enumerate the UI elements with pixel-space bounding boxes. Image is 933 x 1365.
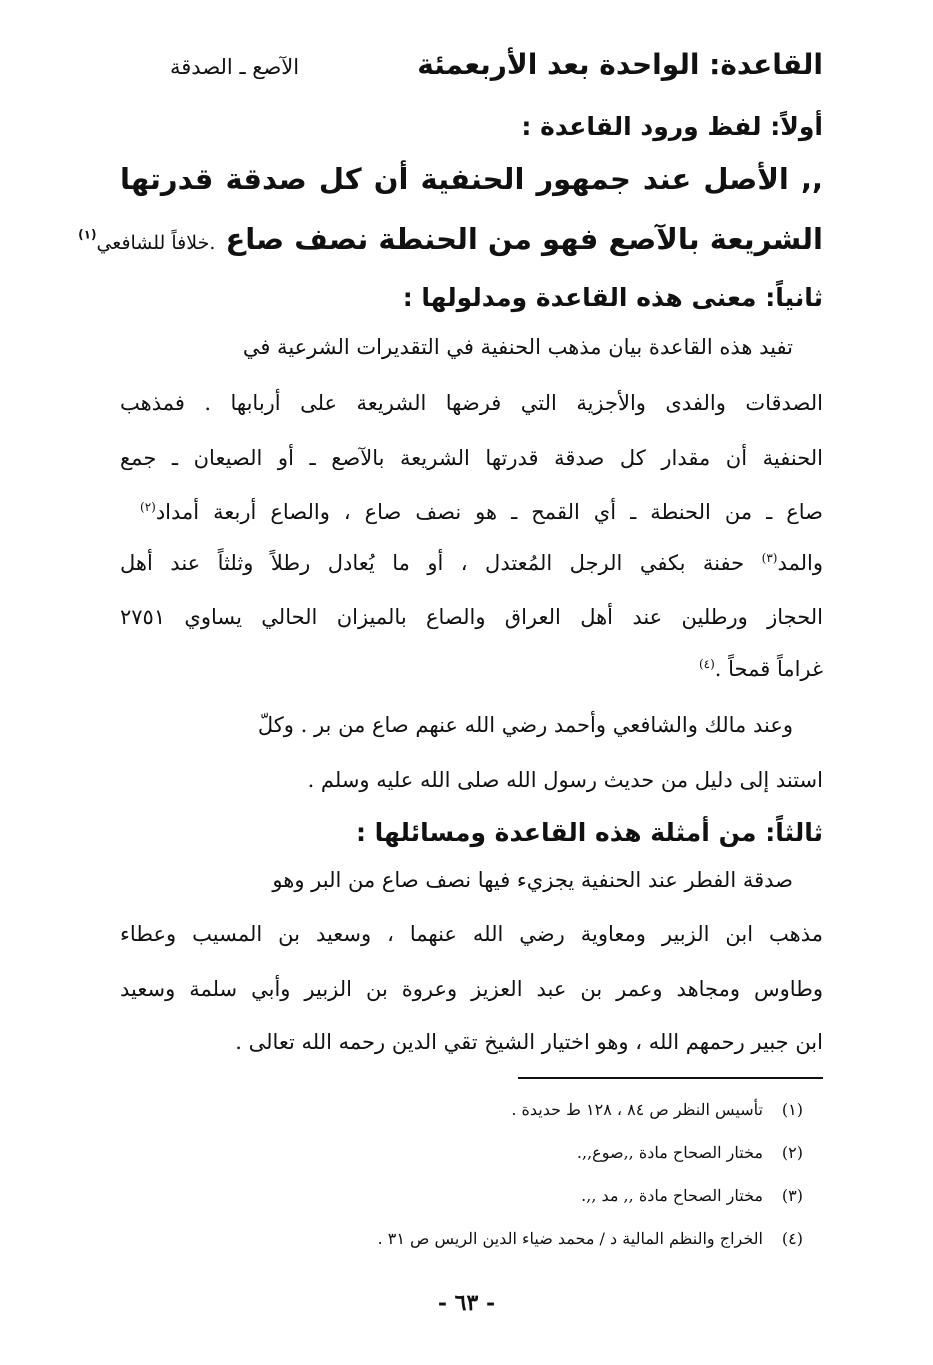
section2-line-rest: حفنة بكفي الرجل المُعتدل ، أو ما يُعادل رطلاً وثلثاً عند أهل (120, 551, 762, 575)
section2-line: الحجاز ورطلين عند أهل العراق والصاع بالميزان الحالي يساوي ٢٧٥١ (120, 605, 823, 629)
section1-heading: أولاً: لفظ ورود القاعدة : (521, 112, 823, 141)
footnote-ref-2: (٢) (140, 500, 156, 514)
footnote-number: (١) (781, 1100, 803, 1119)
page-number: - ٦٣ - (437, 1290, 496, 1316)
section3-line: ابن جبير رحمهم الله ، وهو اختيار الشيخ تقي الدين رحمه الله تعالى . (235, 1030, 823, 1054)
section2-line (140, 500, 823, 524)
footnote-separator (518, 1077, 823, 1079)
rule-quote-text: الشريعة بالآصع فهو من الحنطة نصف صاع (225, 222, 823, 256)
footnote (378, 1229, 803, 1248)
section2-line (699, 657, 823, 681)
page-header-title: القاعدة: الواحدة بعد الأربعمئة (417, 48, 823, 81)
section3-line: مذهب ابن الزبير ومعاوية رضي الله عنهما ، وسعيد بن المسيب وعطاء (120, 922, 823, 946)
footnote-number: (٣) (781, 1186, 803, 1205)
section2-line-lead-word: والمد (777, 551, 823, 575)
rule-quote-line-1: ,, الأصل عند جمهور الحنفية أن كل صدقة قدرتها (120, 162, 823, 196)
section2-line: الصدقات والفدى والأجزية التي فرضها الشريعة على أربابها . فمذهب (120, 391, 823, 415)
footnote-text: مختار الصحاح مادة ,, مد ,,. (581, 1186, 763, 1205)
footnote (581, 1186, 803, 1205)
footnote (577, 1143, 803, 1162)
footnote-number: (٢) (781, 1143, 803, 1162)
footnote-text: تأسيس النظر ص ٨٤ ، ١٢٨ ط حديدة . (511, 1100, 763, 1119)
footnote-ref-1: (١) (78, 227, 97, 242)
page-header-topic: الآصع ـ الصدقة (170, 55, 300, 79)
section2-line: تفيد هذه القاعدة بيان مذهب الحنفية في التقديرات الشرعية في (242, 335, 793, 359)
section2-line: وعند مالك والشافعي وأحمد رضي الله عنهم صاع من بر . وكلّ (257, 713, 793, 737)
section3-line: وطاوس ومجاهد وعمر بن عبد العزيز وعروة بن الزبير وأبي سلمة وسعيد (120, 977, 823, 1001)
section2-heading: ثانياً: معنى هذه القاعدة ومدلولها : (402, 283, 823, 312)
section2-line-text: صاع ـ من الحنطة ـ أي القمح ـ هو نصف صاع ، والصاع أربعة أمداد (155, 500, 823, 524)
footnote-text: الخراج والنظم المالية د / محمد ضياء الدين الريس ص ٣١ . (377, 1229, 763, 1248)
footnote (511, 1100, 803, 1119)
section2-line: الحنفية أن مقدار كل صدقة قدرتها الشريعة بالآصع ـ أو الصيعان ـ جمع (120, 446, 823, 470)
footnote-text: مختار الصحاح مادة ,,صوع,,. (576, 1143, 763, 1162)
section2-line (120, 551, 823, 575)
section2-line: استند إلى دليل من حديث رسول الله صلى الله عليه وسلم . (307, 768, 823, 792)
section3-heading: ثالثاً: من أمثلة هذه القاعدة ومسائلها : (355, 818, 823, 847)
section2-line-text: غراماً قمحاً . (714, 657, 823, 681)
section2-line-text (120, 551, 823, 575)
rule-quote-tail: .خلافاً للشافعي (96, 232, 216, 254)
footnote-number: (٤) (781, 1229, 803, 1248)
footnote-ref-3: (٣) (761, 551, 778, 565)
section3-line: صدقة الفطر عند الحنفية يجزيء فيها نصف صاع من البر وهو (272, 868, 793, 892)
footnote-ref-4: (٤) (698, 657, 715, 671)
rule-quote-line-2 (78, 222, 823, 256)
